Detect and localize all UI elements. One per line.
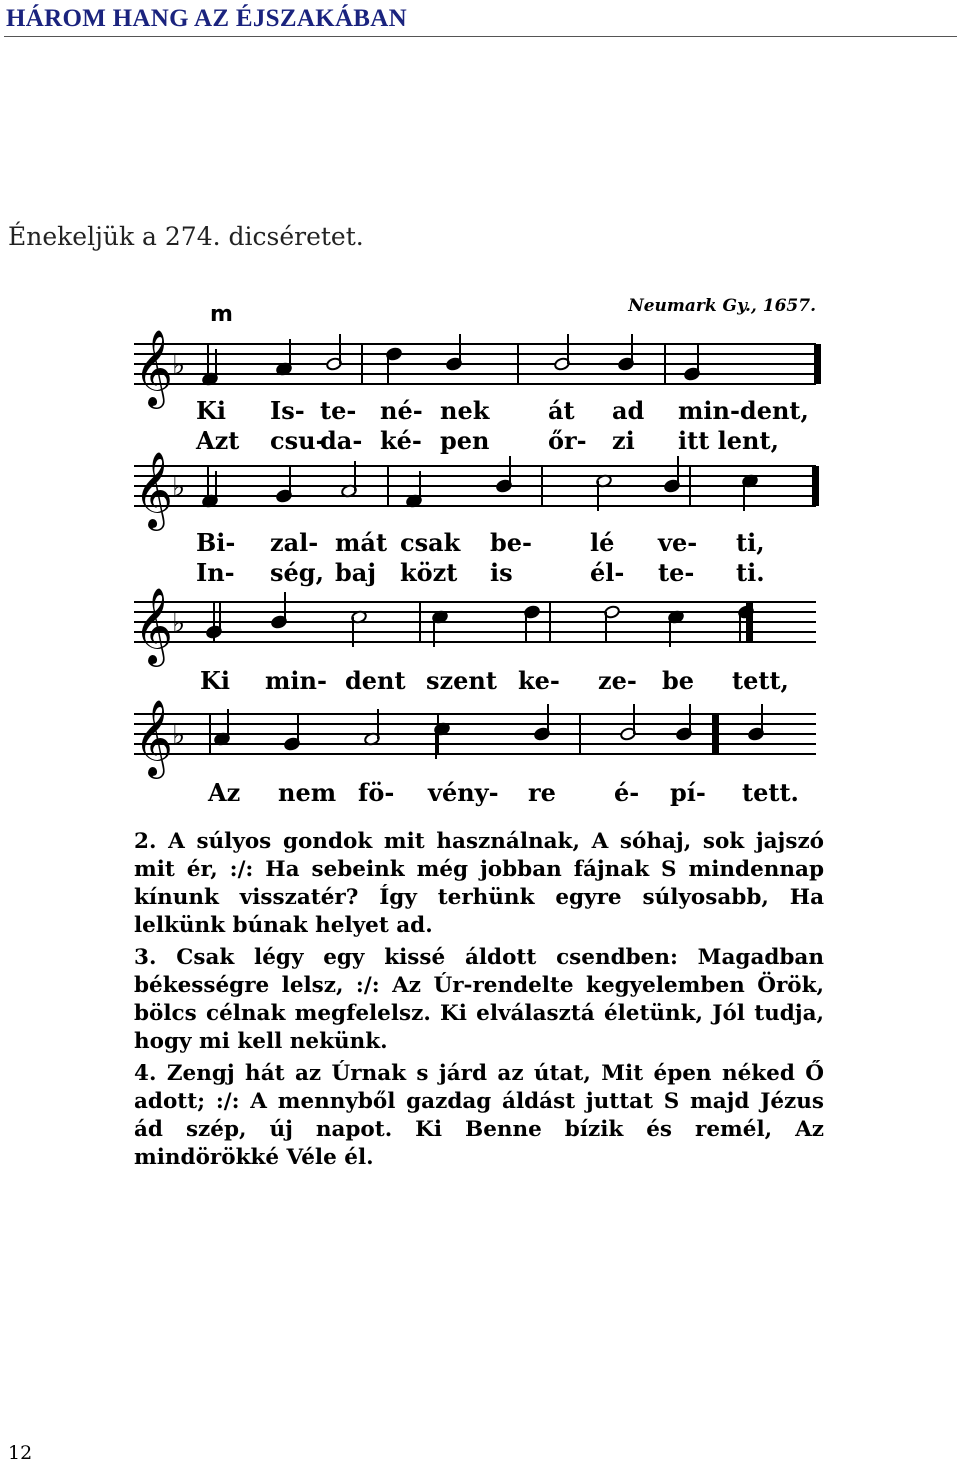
flat-sign-icon: ♭: [172, 718, 186, 751]
lyric-syllable: ve-: [658, 528, 698, 557]
lyric-syllable: ti,: [736, 528, 765, 557]
lyric-syllable: közt: [400, 558, 458, 587]
staff-system-3: [130, 587, 830, 664]
staff-system-4: [130, 699, 830, 776]
page-title: HÁROM HANG AZ ÉJSZAKÁBAN: [6, 5, 407, 32]
flat-sign-icon: ♭: [172, 606, 186, 639]
lyric-syllable: pen: [440, 426, 490, 455]
lyric-syllable: mát: [335, 528, 388, 557]
lyric-syllable: itt lent,: [678, 426, 779, 455]
verse-4: 4. Zengj hát az Úrnak s járd az útat, Mit épen néked Ő adott; :/: A mennyből gazdag áldást juttat S majd Jézus ád szép, új napot. Ki Benne bízik és remél, Az mindörökké Véle él.: [134, 1061, 824, 1170]
flat-sign-icon: ♭: [172, 470, 186, 503]
staff-system-1: [130, 329, 830, 406]
treble-clef-icon: 𝄞: [134, 587, 174, 664]
lyric-syllable: ad: [612, 396, 645, 425]
lyric-syllable: él-: [590, 558, 625, 587]
intro-text: Énekeljük a 274. dicséretet.: [8, 222, 364, 251]
lyric-syllable: át: [548, 396, 575, 425]
lyric-syllable: min-: [265, 666, 327, 695]
lyric-syllable: Is-: [270, 396, 305, 425]
lyric-syllable: be-: [490, 528, 533, 557]
lyric-syllable: szent: [426, 666, 497, 695]
final-bar-line: [712, 714, 718, 754]
lyric-syllable: da-: [320, 426, 363, 455]
lyric-syllable: lé: [590, 528, 615, 557]
lyric-syllable: őr-: [548, 426, 587, 455]
lyric-syllable: csak: [400, 528, 461, 557]
lyric-syllable: é-: [614, 778, 640, 807]
lyric-syllable: tett,: [732, 666, 789, 695]
treble-clef-icon: 𝄞: [134, 451, 174, 528]
treble-clef-icon: 𝄞: [134, 329, 174, 406]
page-header: [4, 2, 957, 37]
dynamic-mark: m: [210, 302, 233, 327]
lyric-syllable: zi: [612, 426, 635, 455]
verse-2: 2. A súlyos gondok mit használnak, A sóhaj, sok jajszó mit ér, :/: Ha sebeink még jobban fájnak S mindennap kínunk visszatér? Így terhünk egyre súlyosabb, Ha lelkünk búnak helyet ad.: [134, 829, 824, 938]
lyric-syllable: Ki: [200, 666, 230, 695]
verses: [134, 828, 824, 1176]
lyric-syllable: tett.: [742, 778, 799, 807]
lyric-syllable: dent: [345, 666, 406, 695]
lyric-syllable: Ki: [196, 396, 226, 425]
lyric-syllable: nek: [440, 396, 490, 425]
lyric-syllable: is: [490, 558, 513, 587]
lyric-syllable: baj: [335, 558, 377, 587]
lyric-syllable: ze-: [598, 666, 637, 695]
lyric-syllable: Azt: [196, 426, 240, 455]
lyric-syllable: ti.: [736, 558, 765, 587]
lyric-syllable: pí-: [670, 778, 706, 807]
composer-credit: Neumark Gy., 1657.: [628, 296, 816, 316]
lyric-syllable: fö-: [358, 778, 395, 807]
lyric-syllable: ség,: [270, 558, 324, 587]
lyric-syllable: ke-: [518, 666, 560, 695]
lyric-syllable: re: [528, 778, 556, 807]
lyric-syllable: In-: [196, 558, 235, 587]
lyric-syllable: ké-: [380, 426, 422, 455]
lyric-syllable: te-: [658, 558, 695, 587]
lyric-syllable: csu-: [270, 426, 326, 455]
lyric-syllable: nem: [278, 778, 337, 807]
final-bar-line: [814, 344, 820, 384]
flat-sign-icon: ♭: [172, 348, 186, 381]
verse-3: 3. Csak légy egy kissé áldott csendben: Magadban békességre lelsz, :/: Az Úr-rendelte kegyelemben Örök, bölcs célnak megfelelsz. Ki elválasztá életünk, Jól tudja, hogy mi kell nekünk.: [134, 945, 824, 1054]
lyric-syllable: Bi-: [196, 528, 236, 557]
lyric-syllable: vény-: [428, 778, 499, 807]
final-bar-line: [812, 466, 818, 506]
lyric-syllable: Az: [208, 778, 241, 807]
treble-clef-icon: 𝄞: [134, 699, 174, 776]
music-score: [130, 296, 830, 816]
page-number: 12: [8, 1442, 33, 1464]
lyric-syllable: zal-: [270, 528, 319, 557]
staff-system-2: [130, 451, 830, 528]
lyric-syllable: be: [662, 666, 695, 695]
lyric-syllable: né-: [380, 396, 423, 425]
lyric-syllable: te-: [320, 396, 357, 425]
lyric-syllable: min-dent,: [678, 396, 809, 425]
